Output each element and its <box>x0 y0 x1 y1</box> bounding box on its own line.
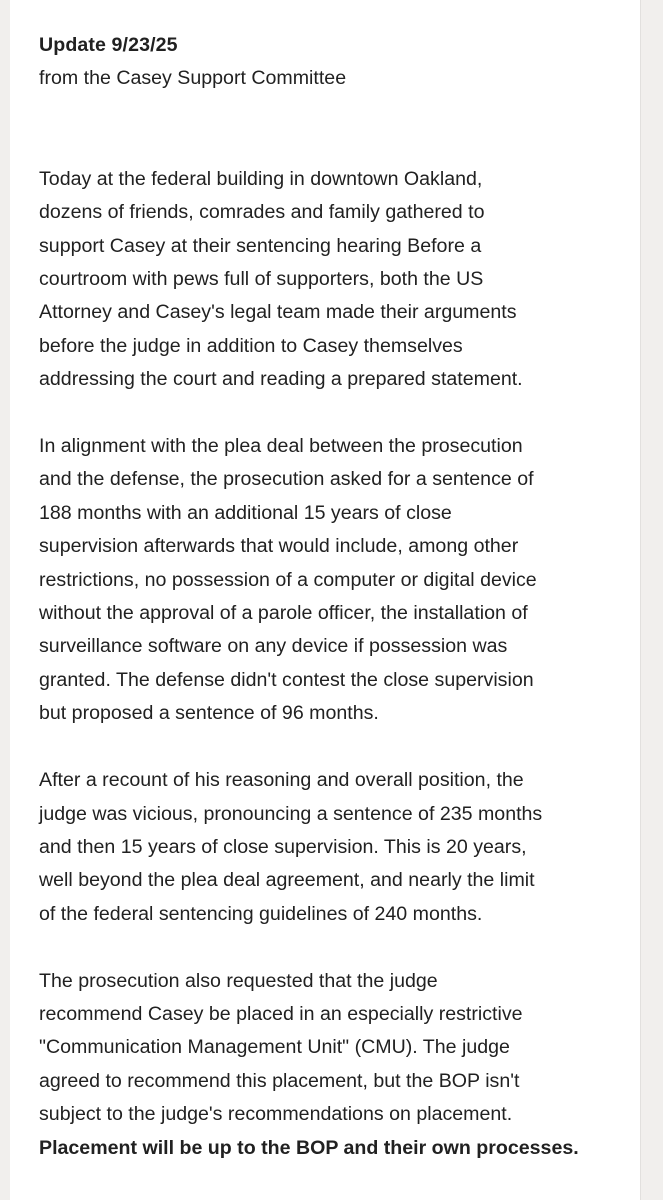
paragraph-gathering <box>39 163 640 397</box>
paragraph-line: granted. The defense didn't contest the close supervision <box>39 668 534 691</box>
paragraph-line: and then 15 years of close supervision. This is 20 years, <box>39 835 527 858</box>
page-edge <box>640 0 641 1200</box>
paragraph-plea-deal <box>39 430 640 731</box>
paragraph-line: dozens of friends, comrades and family gathered to <box>39 201 485 224</box>
paragraph-line: support Casey at their sentencing hearing Before a <box>39 234 482 257</box>
paragraph-line: restrictions, no possession of a computer or digital device <box>39 568 537 591</box>
paragraph-cmu <box>39 965 640 1165</box>
paragraph-line: Attorney and Casey's legal team made their arguments <box>39 301 517 324</box>
paragraph-line: In alignment with the plea deal between the prosecution <box>39 435 523 458</box>
paragraph-line: 188 months with an additional 15 years of close <box>39 501 452 524</box>
paragraph-line: The prosecution also requested that the judge <box>39 969 438 992</box>
paragraph-sentence <box>39 764 640 931</box>
paragraph-line: but proposed a sentence of 96 months. <box>39 702 379 725</box>
paragraph-line: and the defense, the prosecution asked for a sentence of <box>39 468 534 491</box>
paragraph-line: before the judge in addition to Casey themselves <box>39 334 463 357</box>
paragraph-line: addressing the court and reading a prepared statement. <box>39 368 523 391</box>
document-page <box>10 0 640 1200</box>
update-title: Update 9/23/25 <box>39 34 178 56</box>
update-subtitle: from the Casey Support Committee <box>39 67 347 90</box>
paragraph-line: subject to the judge's recommendations on placement. <box>39 1103 513 1126</box>
paragraph-line: of the federal sentencing guidelines of 240 months. <box>39 902 483 925</box>
paragraph-line: well beyond the plea deal agreement, and nearly the limit <box>39 869 535 892</box>
paragraph-line: recommend Casey be placed in an especially restrictive <box>39 1002 523 1025</box>
paragraph-line: After a recount of his reasoning and overall position, the <box>39 769 524 792</box>
paragraph-line: "Communication Management Unit" (CMU). The judge <box>39 1036 510 1059</box>
paragraph-line: Today at the federal building in downtown Oakland, <box>39 167 483 190</box>
paragraph-line: without the approval of a parole officer, the installation of <box>39 602 528 625</box>
paragraph-line: judge was vicious, pronouncing a sentence of 235 months <box>39 802 543 825</box>
closing-bold-statement: Placement will be up to the BOP and their own processes. <box>39 1136 579 1159</box>
paragraph-line: courtroom with pews full of supporters, both the US <box>39 268 484 291</box>
paragraph-line: supervision afterwards that would include, among other <box>39 535 519 558</box>
paragraph-line: surveillance software on any device if possession was <box>39 635 508 658</box>
paragraph-line: agreed to recommend this placement, but the BOP isn't <box>39 1069 520 1092</box>
